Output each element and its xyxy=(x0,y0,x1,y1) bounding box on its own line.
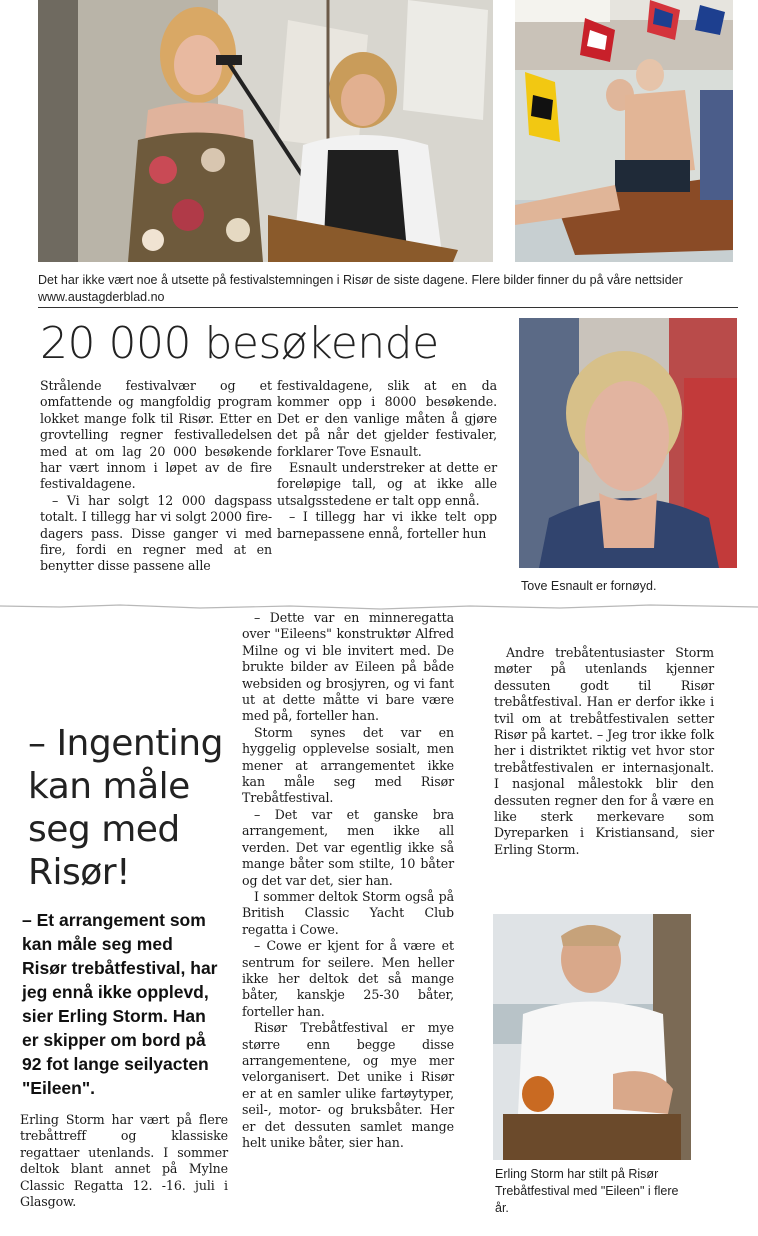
article2-column2 xyxy=(242,610,454,1151)
article2-col2-p6: Risør Trebåtfestival er mye større enn begge disse arrangementene, og mye mer velorganisert. Det unike i Risør er at en samler ulike fartøytyper, seil-, motor- og bruksbåter. Her er det dessuten samlet mange helt unike båter, sier han. xyxy=(242,1020,454,1150)
article2-col1-p1: Erling Storm har vært på flere trebåttreff og klassiske regattaer utenlands. I sommer deltok blant annet på Mylne Classic Regatta 12. -16. juli i Glasgow. xyxy=(20,1112,228,1210)
article1-col1-p1: Strålende festivalvær og et omfattende og mangfoldig program lokket mange folk til Risør. Etter en grovtelling regner festivalledelsen med at om lag 20 000 besøkende har vært innom i løpet av de fire festivaldagene. xyxy=(40,378,272,492)
article1-photo-caption: Tove Esnault er fornøyd. xyxy=(521,579,657,593)
article2-column3 xyxy=(494,645,714,858)
article1-col2-p3: – I tillegg har vi ikke telt opp barnepassene ennå, forteller hun xyxy=(277,509,497,541)
article2-photo-caption: Erling Storm har stilt på Risør Trebåtfestival med "Eileen" i flere år. xyxy=(495,1167,679,1215)
article2-lede: – Et arrangement som kan måle seg med Risør trebåtfestival, har jeg ennå ikke opplevd, sier Erling Storm. Han er skipper om bord på 92 fot lange seilyacten "Eileen". xyxy=(22,910,218,1098)
article2-col2-p2: Storm synes det var en hyggelig opplevelse sosialt, men mener at arrangementet ikke kan måle seg med Risør Trebåtfestival. xyxy=(242,724,454,806)
article1-col2-p2: Esnault understreker at dette er foreløpige tall, og at ikke alle utsalgsstedene er talt opp ennå. xyxy=(277,460,497,508)
portrait-photo-erling-storm xyxy=(493,914,691,1160)
article2-headline: – Ingenting kan måle seg med Risør! xyxy=(28,723,223,893)
portrait-photo-tove-esnault xyxy=(519,318,737,568)
article2-col2-p1: – Dette var en minneregatta over "Eileens" konstruktør Alfred Milne og vi ble invitert med. De brukte bilder av Eileen på både websiden og brosjyren, og vi fant ut at dette måtte vi bare være med på, forteller han. xyxy=(242,610,454,724)
article2-col2-p5: – Cowe er kjent for å være et sentrum for seilere. Men heller ikke her deltok det så mange båter, kanskje 25-30 båter, forteller han. xyxy=(242,938,454,1019)
article1-column1 xyxy=(40,378,272,575)
concert-photo xyxy=(38,0,493,262)
top-caption-line1: Det har ikke vært noe å utsette på festivalstemningen i Risør de siste dagene. Flere bilder finner du på våre nettsider xyxy=(38,273,683,287)
article1-column2 xyxy=(277,378,497,542)
article2-col3-p1: Andre trebåtentusiaster Storm møter på utenlands kjenner dessuten godt til Risør trebåtfestival. Han er derfor ikke i tvil om at trebåtfestivalen setter Risør på kartet. – Jeg tror ikke folk her i distriktet riktig vet hvor stor trebåtfestivalen er internasjonalt. I nasjonal målestokk blir den dessuten regner den for å være en like sterk merkevare som Dyreparken i Kristiansand, sier Erling Storm. xyxy=(494,645,714,857)
article2-col2-p3: – Det var et ganske bra arrangement, men ikke all verden. Det var egentlig ikke så mange båter som stilte, 10 båter og det var det, sier han. xyxy=(242,806,454,888)
article2-column1 xyxy=(20,1112,228,1210)
article1-headline: 20 000 besøkende xyxy=(40,318,439,369)
article2-col2-p4: I sommer deltok Storm også på British Classic Yacht Club regatta i Cowe. xyxy=(242,888,454,937)
article1-col1-p2: – Vi har solgt 12 000 dagspass totalt. I tillegg har vi solgt 2000 fire-dagers pass. Disse ganger vi med fire, fordi en regner med at en benytter disse passene alle xyxy=(40,492,272,574)
caption-divider xyxy=(38,307,738,308)
top-photo-caption xyxy=(38,272,738,306)
harbor-photo xyxy=(515,0,733,262)
article1-col2-p1: festivaldagene, slik at en da kommer opp i 8000 besøkende. Det er den vanlige måten å gjøre det på når det gjelder festivaler, forklarer Tove Esnault. xyxy=(277,378,497,459)
newspaper-website-link[interactable]: www.austagderblad.no xyxy=(38,290,165,304)
